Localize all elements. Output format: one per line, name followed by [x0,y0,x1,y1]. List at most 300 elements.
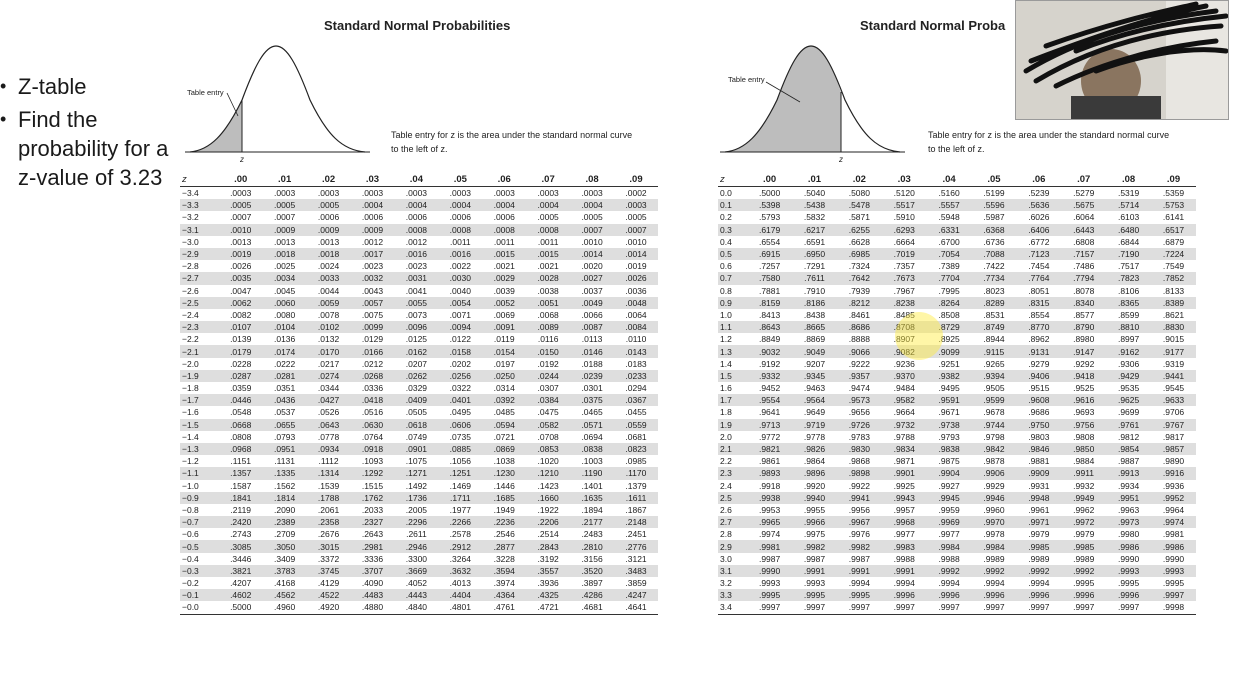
right-probability-cell: .9719 [792,419,837,431]
left-probability-cell: .0197 [493,358,515,369]
left-probability-cell: .3446 [230,553,252,564]
right-z-value-cell: 2.8 [720,529,732,540]
right-table-row [718,504,1196,516]
left-probability-cell: .3707 [351,565,395,577]
right-table-row [718,297,1196,309]
left-probability-cell: .2981 [351,540,395,552]
left-table-body [180,187,658,615]
right-probability-cell: .9838 [927,443,972,455]
left-probability-cell: .1469 [449,480,471,491]
left-probability-cell: .0068 [537,309,559,320]
right-probability-cell: .9964 [1162,504,1185,515]
right-probability-cell: .9554 [747,394,792,406]
left-probability-cell: .0212 [361,358,384,369]
left-probability-cell: .0019 [625,261,647,272]
left-probability-cell: .0066 [581,309,603,320]
right-probability-cell: .8749 [972,321,1017,333]
right-probability-cell: .9177 [1151,345,1196,357]
right-header-col: .06 [1016,173,1061,187]
right-probability-cell: .9582 [882,394,927,406]
left-probability-cell: .0096 [394,321,438,333]
right-z-value-cell: 3.3 [718,589,747,601]
right-probability-cell: .6808 [1073,236,1095,247]
left-probability-cell: .0089 [526,321,570,333]
right-probability-cell: .6772 [1028,236,1050,247]
right-probability-cell: .9987 [758,553,781,564]
right-probability-cell: .9993 [1106,565,1151,577]
left-probability-cell: .4641 [614,601,658,614]
left-probability-cell: .0038 [537,285,559,296]
right-probability-cell: .8554 [1028,309,1050,320]
right-z-table [718,173,1196,615]
right-probability-cell: .9981 [1162,529,1185,540]
left-probability-cell: .0505 [405,407,428,418]
right-probability-cell: .8289 [972,297,1017,309]
left-probability-cell: .0052 [482,297,526,309]
right-probability-cell: .9884 [1073,456,1095,467]
left-probability-cell: .0301 [581,383,603,394]
left-probability-cell: .3050 [263,540,307,552]
right-probability-cell: .5279 [1073,188,1095,199]
right-table-row [718,248,1196,260]
right-probability-cell: .8810 [1106,321,1151,333]
left-probability-cell: .0436 [263,394,307,406]
left-entry-label: Table entry [187,88,224,97]
left-probability-cell: .0808 [230,431,252,442]
left-probability-cell: .1335 [263,467,307,479]
right-probability-cell: .6844 [1117,236,1140,247]
left-z-value-cell: −0.9 [180,492,219,504]
right-probability-cell: .9997 [1016,601,1061,614]
right-probability-cell: .9881 [1028,456,1050,467]
right-probability-cell: .9616 [1061,394,1106,406]
left-probability-cell: .0047 [230,285,252,296]
left-probability-cell: .0023 [405,261,428,272]
left-probability-cell: .0011 [537,236,559,247]
left-probability-cell: .0031 [394,272,438,284]
left-probability-cell: .0401 [438,394,482,406]
left-probability-cell: .0037 [581,285,603,296]
left-z-value-cell: −1.2 [182,456,199,467]
right-probability-cell: .9955 [803,504,826,515]
left-probability-cell: .0409 [394,394,438,406]
left-probability-cell: .0011 [450,236,471,247]
left-probability-cell: .0040 [449,285,471,296]
right-table-row [718,540,1196,552]
right-probability-cell: .9495 [938,383,960,394]
left-z-value-cell: −1.0 [182,480,199,491]
left-table-row [180,260,658,272]
right-probability-cell: .6255 [837,224,882,236]
right-table-header-row [718,173,1196,187]
left-probability-cell: .1611 [614,492,658,504]
left-probability-cell: .0129 [361,334,384,345]
right-probability-cell: .9222 [848,358,870,369]
left-probability-cell: .0045 [273,285,296,296]
left-z-value-cell: −1.7 [180,394,219,406]
right-probability-cell: .9979 [1028,529,1050,540]
right-probability-cell: .9854 [1106,443,1151,455]
left-z-value-cell: −0.0 [180,601,219,614]
left-probability-cell: .0073 [405,309,428,320]
left-probability-cell: .0032 [351,272,395,284]
right-probability-cell: .6517 [1151,224,1196,236]
right-probability-cell: .9997 [1061,601,1106,614]
right-probability-cell: .9830 [837,443,882,455]
right-probability-cell: .8133 [1162,285,1185,296]
bullet-item [0,72,175,101]
right-probability-cell: .9418 [1061,370,1106,382]
right-probability-cell: .9948 [1016,492,1061,504]
left-probability-cell: .1446 [493,480,515,491]
left-probability-cell: .1075 [405,456,428,467]
right-probability-cell: .9599 [972,394,1017,406]
right-probability-cell: .9906 [972,467,1017,479]
left-probability-cell: .4761 [482,601,526,614]
left-probability-cell: .3745 [307,565,351,577]
right-probability-cell: .8264 [927,297,972,309]
right-probability-cell: .9545 [1162,383,1185,394]
right-probability-cell: .9993 [1151,565,1196,577]
right-z-value-cell: 2.7 [718,516,747,528]
left-caption [391,128,632,156]
right-z-value-cell: 1.2 [720,334,732,345]
right-probability-cell: .8438 [803,309,826,320]
right-probability-cell: .9678 [983,407,1005,418]
right-probability-cell: .9951 [1106,492,1151,504]
left-z-value-cell: −2.0 [182,358,199,369]
left-probability-cell: .0681 [625,431,647,442]
left-probability-cell: .1379 [625,480,647,491]
right-probability-cell: .7642 [837,272,882,284]
left-probability-cell: .3821 [219,565,263,577]
left-probability-cell: .0094 [438,321,482,333]
left-probability-cell: .0016 [438,248,482,260]
left-probability-cell: .2358 [307,516,351,528]
right-probability-cell: .9767 [1151,419,1196,431]
right-table-row [718,492,1196,504]
left-probability-cell: .0004 [351,199,395,211]
right-probability-cell: .9974 [758,529,781,540]
right-probability-cell: .9441 [1151,370,1196,382]
right-probability-cell: .9992 [1016,565,1061,577]
right-probability-cell: .9953 [758,504,781,515]
right-probability-cell: .9525 [1073,383,1095,394]
right-table-row [718,467,1196,479]
left-header-col: .00 [219,173,263,187]
left-probability-cell: .3557 [526,565,570,577]
left-probability-cell: .3632 [438,565,482,577]
right-probability-cell: .9306 [1117,358,1140,369]
right-probability-cell: .6915 [747,248,792,260]
left-probability-cell: .0885 [438,443,482,455]
right-z-value-cell: 2.9 [718,540,747,552]
right-probability-cell: .9251 [938,358,960,369]
left-probability-cell: .0010 [219,224,263,236]
left-header-col: .02 [307,173,351,187]
left-probability-cell: .0069 [493,309,515,320]
right-probability-cell: .9995 [1117,578,1140,589]
left-caption-line2: to the left of z. [391,144,448,154]
left-z-value-cell: −2.9 [180,248,219,260]
right-table-title: Standard Normal Proba [860,18,1006,33]
left-probability-cell: .1492 [405,480,428,491]
right-probability-cell: .5319 [1117,188,1140,199]
right-z-value-cell: 3.4 [718,601,747,614]
right-probability-cell: .5359 [1162,188,1185,199]
left-probability-cell: .0307 [537,383,559,394]
right-table-row [718,187,1196,200]
right-probability-cell: .9319 [1162,358,1185,369]
right-table-row [718,553,1196,565]
right-probability-cell: .9265 [983,358,1005,369]
right-probability-cell: .7019 [882,248,927,260]
left-probability-cell: .0233 [614,370,658,382]
left-probability-cell: .0007 [614,224,658,236]
left-probability-cell: .1949 [493,504,515,515]
left-probability-cell: .0035 [219,272,263,284]
right-probability-cell: .9783 [848,431,870,442]
right-probability-cell: .5478 [837,199,882,211]
left-probability-cell: .1788 [307,492,351,504]
right-table-row [718,589,1196,601]
right-probability-cell: .9649 [803,407,826,418]
right-table-row [718,443,1196,455]
right-probability-cell: .8686 [837,321,882,333]
left-probability-cell: .2236 [482,516,526,528]
right-probability-cell: .9032 [747,345,792,357]
left-table-row [180,504,658,516]
right-probability-cell: .5832 [803,212,826,223]
right-probability-cell: .9693 [1073,407,1095,418]
left-probability-cell: .0004 [438,199,482,211]
bullet-dot-icon: • [0,109,7,129]
left-probability-cell: .0054 [438,297,482,309]
right-probability-cell: .9761 [1106,419,1151,431]
right-z-value-cell: 0.7 [718,272,747,284]
left-probability-cell: .0057 [351,297,395,309]
right-table-row [718,321,1196,333]
right-probability-cell: .7517 [1117,261,1140,272]
left-probability-cell: .2546 [493,529,515,540]
left-probability-cell: .0006 [361,212,384,223]
left-probability-cell: .3936 [537,578,559,589]
left-probability-cell: .1423 [537,480,559,491]
right-probability-cell: .6368 [972,224,1017,236]
right-probability-cell: .9979 [1073,529,1095,540]
right-table-row [718,419,1196,431]
left-probability-cell: .4602 [219,589,263,601]
right-probability-cell: .8186 [792,297,837,309]
bullet-list [0,72,175,196]
right-table-row [718,260,1196,272]
right-table-row [718,272,1196,284]
left-z-value-cell: −1.6 [182,407,199,418]
left-probability-cell: .0294 [625,383,647,394]
right-probability-cell: .9956 [848,504,870,515]
right-probability-cell: .9987 [848,553,870,564]
left-probability-cell: .1038 [493,456,515,467]
right-probability-cell: .9726 [837,419,882,431]
left-z-label: z [240,155,244,164]
right-probability-cell: .8078 [1073,285,1095,296]
left-probability-cell: .0329 [405,383,428,394]
left-z-value-cell: −2.6 [182,285,199,296]
right-probability-cell: .9986 [1151,540,1196,552]
right-probability-cell: .9975 [803,529,826,540]
left-probability-cell: .5000 [219,601,263,614]
left-probability-cell: .0029 [482,272,526,284]
left-probability-cell: .2776 [614,540,658,552]
right-z-value-cell: 2.3 [718,467,747,479]
right-probability-cell: .9406 [1016,370,1061,382]
right-probability-cell: .9997 [792,601,837,614]
right-probability-cell: .9995 [837,589,882,601]
left-z-value-cell: −0.2 [182,578,199,589]
left-table-row [180,394,658,406]
right-probability-cell: .7157 [1061,248,1106,260]
right-probability-cell: .9959 [938,504,960,515]
right-probability-cell: .7224 [1151,248,1196,260]
right-probability-cell: .9996 [972,589,1017,601]
left-z-value-cell: −2.3 [180,321,219,333]
right-table-row [718,309,1196,321]
right-probability-cell: .9994 [848,578,870,589]
right-probability-cell: .9983 [882,540,927,552]
left-probability-cell: .2148 [614,516,658,528]
right-probability-cell: .9608 [1016,394,1061,406]
left-probability-cell: .3783 [263,565,307,577]
left-table-row [180,309,658,321]
left-probability-cell: .0039 [493,285,515,296]
right-probability-cell: .9994 [983,578,1005,589]
right-probability-cell: .9991 [792,565,837,577]
right-probability-cell: .9997 [837,601,882,614]
left-probability-cell: .4325 [526,589,570,601]
right-z-value-cell: 1.5 [718,370,747,382]
left-probability-cell: .0618 [394,419,438,431]
right-probability-cell: .6664 [893,236,915,247]
left-probability-cell: .2451 [625,529,647,540]
left-probability-cell: .1841 [219,492,263,504]
left-probability-cell: .0099 [351,321,395,333]
left-probability-cell: .0013 [317,236,340,247]
right-curve-shaded-area [725,46,841,152]
left-table-header-row [180,173,658,187]
webcam-overlay [1015,0,1229,120]
left-table-row [180,187,658,200]
right-probability-cell: .9994 [1028,578,1050,589]
right-probability-cell: .9131 [1016,345,1061,357]
left-z-value-cell: −3.2 [182,212,199,223]
left-probability-cell: .0721 [493,431,515,442]
left-probability-cell: .0080 [273,309,296,320]
left-probability-cell: .0005 [307,199,351,211]
left-probability-cell: .2327 [351,516,395,528]
right-probability-cell: .9732 [882,419,927,431]
left-probability-cell: .0008 [438,224,482,236]
left-z-value-cell: −3.0 [182,236,199,247]
left-probability-cell: .0107 [219,321,263,333]
left-z-value-cell: −1.5 [180,419,219,431]
right-probability-cell: .7389 [938,261,960,272]
right-probability-cell: .9941 [837,492,882,504]
left-probability-cell: .0154 [482,345,526,357]
left-z-value-cell: −1.8 [182,383,199,394]
right-probability-cell: .9515 [1028,383,1050,394]
left-probability-cell: .0934 [307,443,351,455]
left-header-col: .05 [438,173,482,187]
right-probability-cell: .7486 [1073,261,1095,272]
right-probability-cell: .8485 [893,309,915,320]
left-probability-cell: .0003 [230,188,252,199]
left-probability-cell: .3409 [273,553,296,564]
left-probability-cell: .0006 [405,212,428,223]
left-probability-cell: .0087 [570,321,614,333]
left-table-row [180,419,658,431]
left-probability-cell: .0009 [307,224,351,236]
right-probability-cell: .9099 [927,345,972,357]
left-probability-cell: .0078 [317,309,340,320]
right-probability-cell: .9973 [1106,516,1151,528]
left-probability-cell: .0021 [493,261,515,272]
right-z-value-cell: 1.7 [718,394,747,406]
right-probability-cell: .9982 [837,540,882,552]
left-entry-arrow [227,93,238,116]
right-table-row [718,211,1196,223]
left-z-value-cell: −3.3 [180,199,219,211]
left-header-z: z [180,173,219,187]
left-probability-cell: .4880 [351,601,395,614]
right-table-row [718,285,1196,297]
right-z-value-cell: 3.0 [720,553,732,564]
left-probability-cell: .1210 [526,467,570,479]
right-table-row [718,333,1196,345]
right-probability-cell: .9969 [927,516,972,528]
right-probability-cell: .6879 [1162,236,1185,247]
right-probability-cell: .9864 [803,456,826,467]
left-probability-cell: .2005 [405,504,428,515]
left-curve-outline [190,46,365,152]
left-probability-cell: .0024 [317,261,340,272]
right-probability-cell: .9452 [758,383,781,394]
left-probability-cell: .2420 [219,516,263,528]
right-probability-cell: .9934 [1117,480,1140,491]
right-probability-cell: .9803 [1028,431,1050,442]
right-probability-cell: .9706 [1162,407,1185,418]
right-probability-cell: .5120 [893,188,915,199]
right-probability-cell: .9997 [1151,589,1196,601]
right-probability-cell: .9798 [983,431,1005,442]
left-probability-cell: .0207 [405,358,428,369]
left-probability-cell: .1894 [581,504,603,515]
left-z-value-cell: −2.4 [182,309,199,320]
left-probability-cell: .0034 [263,272,307,284]
left-probability-cell: .0008 [394,224,438,236]
right-probability-cell: .9977 [938,529,960,540]
right-probability-cell: .9505 [983,383,1005,394]
left-table-row [180,248,658,260]
right-probability-cell: .7939 [848,285,870,296]
left-probability-cell: .1867 [625,504,647,515]
left-probability-cell: .0055 [394,297,438,309]
left-z-value-cell: −0.6 [182,529,199,540]
right-probability-cell: .9978 [983,529,1005,540]
right-table-body [718,187,1196,615]
right-probability-cell: .9664 [893,407,915,418]
right-table-row [718,345,1196,357]
left-probability-cell: .0630 [351,419,395,431]
